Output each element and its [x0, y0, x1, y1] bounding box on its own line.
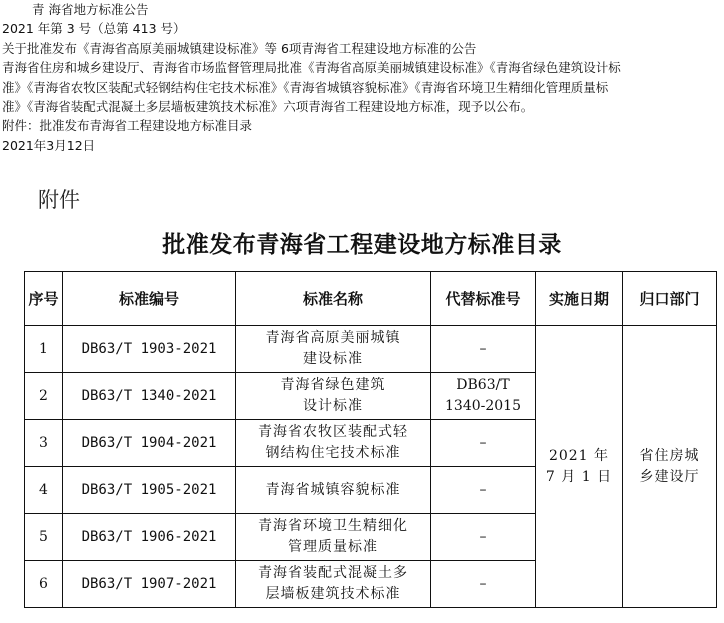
cell-no: 6 — [25, 561, 63, 608]
header-cell-department: 归口部门 — [623, 272, 717, 326]
cell-name-line: 青海省环境卫生精细化 — [258, 518, 408, 534]
cell-name-line: 层墙板建筑技术标准 — [265, 586, 401, 602]
cell-name-line: 青海省高原美丽城镇 — [265, 330, 401, 346]
cell-replace-line: – — [479, 340, 487, 357]
announcement-line: 青 海省地方标准公告 — [32, 2, 149, 17]
cell-code: DB63/T 1905-2021 — [63, 467, 236, 514]
cell-department — [623, 326, 717, 608]
cell-name — [236, 467, 431, 514]
announcement-line: 准》《青海省装配式混凝土多层墙板建筑技术标准》六项青海省工程建设地方标准，现予以公布。 — [2, 99, 534, 115]
cell-replace-line: – — [479, 528, 487, 545]
standards-table — [24, 271, 717, 608]
cell-no: 2 — [25, 373, 63, 420]
cell-replace-line: 1340-2015 — [445, 398, 521, 414]
cell-no: 3 — [25, 420, 63, 467]
cell-replace — [431, 326, 536, 373]
department-line: 省住房城 — [639, 447, 700, 464]
table-row — [25, 326, 717, 373]
header-cell-code: 标准编号 — [63, 272, 236, 326]
cell-replace-line: – — [479, 481, 487, 498]
cell-name-line: 青海省城镇容貌标准 — [265, 481, 401, 498]
announcement-line: 2021 年第 3 号（总第 413 号） — [2, 21, 186, 37]
cell-name — [236, 420, 431, 467]
cell-name — [236, 514, 431, 561]
cell-name — [236, 373, 431, 420]
cell-name — [236, 326, 431, 373]
cell-name-line: 青海省农牧区装配式轻 — [258, 424, 408, 440]
cell-replace — [431, 373, 536, 420]
cell-code: DB63/T 1906-2021 — [63, 514, 236, 561]
header-cell-date: 实施日期 — [536, 272, 623, 326]
announcement-line: 准》《青海省农牧区装配式轻钢结构住宅技术标准》《青海省城镇容貌标准》《青海省环境卫生精细化管理质量标 — [2, 79, 609, 95]
cell-name-line: 管理质量标准 — [288, 539, 378, 555]
table-header-row — [25, 272, 717, 326]
cell-name-line: 设计标准 — [303, 398, 363, 414]
announcement-header — [0, 0, 724, 155]
cell-code: DB63/T 1907-2021 — [63, 561, 236, 608]
cell-no: 5 — [25, 514, 63, 561]
attachment-label: 附件 — [38, 188, 80, 212]
cell-code: DB63/T 1904-2021 — [63, 420, 236, 467]
cell-replace-line: DB63/T — [456, 377, 510, 393]
header-cell-no: 序号 — [25, 272, 63, 326]
cell-implement-date — [536, 326, 623, 608]
announcement-line: 2021年3月12日 — [2, 137, 96, 153]
cell-replace — [431, 514, 536, 561]
header-cell-name: 标准名称 — [236, 272, 431, 326]
announcement-line: 青海省住房和城乡建设厅、青海省市场监督管理局批准《青海省高原美丽城镇建设标准》《青海省绿色建筑设计标 — [2, 60, 621, 76]
department-line: 乡建设厅 — [639, 468, 700, 485]
implement-date-line: 7 月 1 日 — [545, 468, 613, 485]
implement-date-line: 2021 年 — [548, 447, 610, 464]
cell-replace-line: – — [479, 434, 487, 451]
cell-no: 4 — [25, 467, 63, 514]
cell-code: DB63/T 1340-2021 — [63, 373, 236, 420]
cell-name-line: 钢结构住宅技术标准 — [265, 445, 401, 461]
cell-replace — [431, 561, 536, 608]
cell-replace-line: – — [479, 575, 487, 592]
cell-replace — [431, 420, 536, 467]
cell-code: DB63/T 1903-2021 — [63, 326, 236, 373]
cell-name-line: 青海省绿色建筑 — [280, 377, 386, 393]
announcement-line: 关于批准发布《青海省高原美丽城镇建设标准》等 6项青海省工程建设地方标准的公告 — [2, 40, 477, 56]
cell-name-line: 青海省装配式混凝土多 — [258, 565, 408, 581]
document-title: 批准发布青海省工程建设地方标准目录 — [162, 232, 562, 258]
announcement-line: 附件：批准发布青海省工程建设地方标准目录 — [2, 118, 253, 134]
cell-replace — [431, 467, 536, 514]
cell-no: 1 — [25, 326, 63, 373]
cell-name — [236, 561, 431, 608]
cell-name-line: 建设标准 — [303, 351, 363, 367]
header-cell-replace: 代替标准号 — [431, 272, 536, 326]
